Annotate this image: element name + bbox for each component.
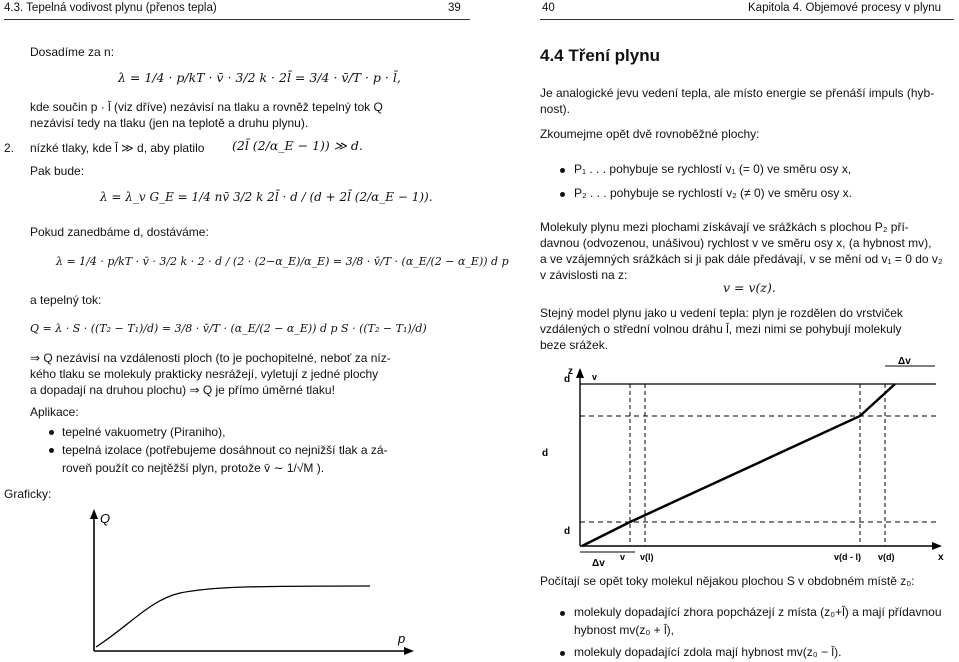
diagram-vd-label: v(d): [878, 552, 895, 562]
diagram-vl-label: v(l): [640, 552, 654, 562]
bullet-icon: [49, 430, 54, 435]
right-header-title: Kapitola 4. Objemové procesy v plynu: [748, 2, 942, 14]
paragraph-1-line-2: nost).: [540, 102, 571, 116]
paragraph-3-line-3: a ve vzájemných srážkách si ji pak dále předávají, v se mění od v₁ = 0 do v₂: [540, 252, 943, 266]
left-page-number: 39: [448, 2, 461, 14]
plane-item-1: P₁ . . . pohybuje se rychlostí v₁ (= 0) ve směru osy x,: [574, 162, 852, 176]
paragraph-3-line-2: davnou (odvozenou, unášivou) rychlost v ve směru osy x, (a hybnost mv),: [540, 236, 932, 250]
final-item-1-cont: hybnost mv(z₀ + l̄),: [574, 623, 675, 637]
section-title: 4.4 Tření plynu: [540, 46, 660, 65]
graph-curve: [96, 586, 370, 647]
right-page-number: 40: [542, 2, 555, 14]
application-item-2: tepelná izolace (potřebujeme dosáhnout co nejnižší tlak a zá-: [62, 443, 388, 457]
graph-x-label: p: [398, 631, 406, 646]
paragraph-3-line-4: v závislosti na z:: [540, 268, 628, 282]
paragraph-5: Počítají se opět toky molekul nějakou plochou S v obdobném místě z₀:: [540, 574, 915, 588]
diagram-velocity-profile: [582, 384, 895, 546]
diagram-z-arrow-icon: [576, 368, 584, 378]
kde-line-1: kde součin p · l̄ (viz dříve) nezávisí na tlaku a rovněž tepelný tok Q: [30, 100, 383, 114]
conclusion-line-3: a dopadají na druhou plochu) ⇒ Q je přímo úměrné tlaku!: [30, 383, 335, 397]
aplikace-text: Aplikace:: [30, 405, 79, 419]
pak-bude-text: Pak bude:: [30, 164, 85, 178]
diagram-delta-vs-top-label: Δv: [898, 356, 911, 367]
diagram-x-arrow-icon: [932, 542, 942, 550]
diagram-v1-label: v: [620, 552, 626, 562]
item-2-equation: (2l̄ (2/α_E − 1)) ≫ d.: [232, 138, 363, 153]
graph-y-label: Q: [100, 511, 111, 526]
velocity-profile-diagram: [540, 356, 950, 568]
graficky-label: Graficky:: [4, 487, 52, 501]
equation-heat-flux: Q = λ · S · ((T₂ − T₁)/d) = 3/8 · v̄/T · (α_E/(2 − α_E)) d p S · ((T₂ − T₁)/d): [30, 322, 427, 335]
final-item-2: molekuly dopadající zdola mají hybnost mv(z₀ − l̄).: [574, 645, 842, 659]
paragraph-1-line-1: Je analogické jevu vedení tepla, ale místo energie se přenáší impuls (hyb-: [540, 86, 935, 100]
plane-item-2: P₂ . . . pohybuje se rychlostí v₂ (≠ 0) ve směru osy x.: [574, 186, 852, 200]
pokud-text: Pokud zanedbáme d, dostáváme:: [30, 225, 209, 239]
tepelny-tok-text: a tepelný tok:: [30, 293, 102, 307]
conclusion-line-1: ⇒ Q nezávisí na vzdálenosti ploch (to je pochopitelné, neboť za níz-: [30, 351, 391, 365]
application-item-1: tepelné vakuometry (Piraniho),: [62, 425, 226, 439]
dosadime-text: Dosadíme za n:: [30, 45, 115, 59]
diagram-delta-vs-bottom-label: Δv: [592, 558, 605, 568]
final-item-1: molekuly dopadající zhora popcházejí z místa (z₀+l̄) a mají přídavnou: [574, 605, 942, 619]
diagram-d-top-label: d: [564, 374, 571, 385]
left-header-title: 4.3. Tepelná vodivost plynu (přenos tepla): [4, 2, 217, 14]
bullet-icon: [49, 448, 54, 453]
diagram-v2-label: v: [592, 372, 598, 382]
item-2-text: nízké tlaky, kde l̄ ≫ d, aby platilo: [30, 141, 205, 155]
equation-lambda-3: λ = 1/4 · p/kT · v̄ · 3/2 k · 2 · d / (2 · (2−α_E)/α_E) = 3/8 · v̄/T · (α_E/(2 − α_E)) d p: [56, 255, 509, 268]
pressure-heat-graph: [80, 505, 420, 660]
diagram-x-label: x: [938, 552, 944, 563]
bullet-icon: [560, 168, 565, 173]
bullet-icon: [560, 192, 565, 197]
diagram-z-label: z: [568, 366, 573, 377]
paragraph-4-line-3: beze srážek.: [540, 338, 609, 352]
left-header-rule: [4, 19, 470, 20]
diagram-vdl-label: v(d - l): [834, 552, 861, 562]
paragraph-4-line-2: vzdálených o střední volnou dráhu l̄, mezi nimi se pohybují molekuly: [540, 322, 902, 336]
right-page: [480, 0, 959, 662]
application-item-2-cont: roveň použít co nejtěžší plyn, protože v̄ ∼ 1/√M ).: [62, 461, 325, 475]
paragraph-2: Zkoumejme opět dvě rovnoběžné plochy:: [540, 127, 760, 141]
bullet-icon: [560, 611, 565, 616]
equation-v-of-z: v = v(z).: [723, 280, 776, 295]
graph-y-arrow-icon: [90, 509, 98, 519]
paragraph-4-line-1: Stejný model plynu jako u vedení tepla: plyn je rozdělen do vrstviček: [540, 306, 903, 320]
equation-lambda-1: λ = 1/4 · p/kT · v̄ · 3/2 k · 2l̄ = 3/4 · v̄/T · p · l̄,: [118, 70, 401, 85]
item-2-number: 2.: [4, 141, 15, 155]
diagram-d-left-label: d: [542, 448, 549, 459]
bullet-icon: [560, 651, 565, 656]
equation-lambda-2: λ = λ_v G_E = 1/4 nv̄ 3/2 k 2l̄ · d / (d + 2l̄ (2/α_E − 1)).: [100, 190, 433, 204]
graph-x-arrow-icon: [404, 647, 414, 655]
paragraph-3-line-1: Molekuly plynu mezi plochami získávají ve srážkách s plochou P₂ pří-: [540, 220, 909, 234]
kde-line-2: nezávisí tedy na tlaku (jen na teplotě a druhu plynu).: [30, 116, 309, 130]
diagram-d-bottom-label: d: [564, 526, 571, 537]
right-header-rule: [540, 19, 954, 20]
conclusion-line-2: kého tlaku se molekuly prakticky nesrážejí, vyletují z jedné plochy: [30, 367, 379, 381]
